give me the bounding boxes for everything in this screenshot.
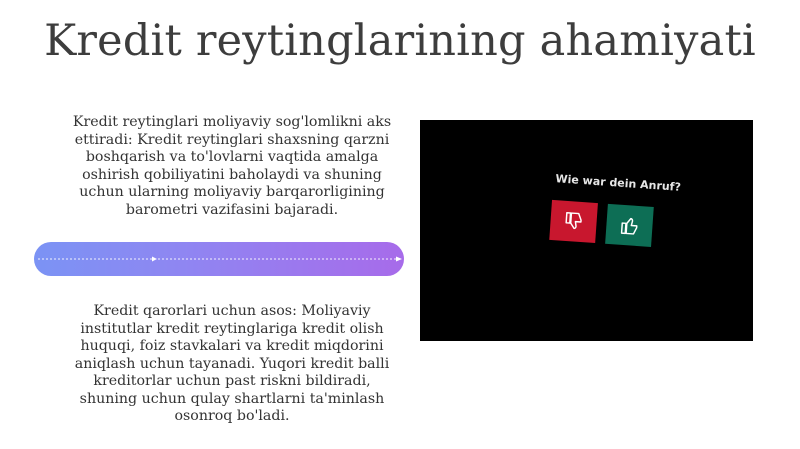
slide-title: Kredit reytinglarining ahamiyati <box>44 16 756 66</box>
thumbs-down-button[interactable] <box>549 200 598 243</box>
thumbs-down-icon <box>562 210 585 233</box>
feedback-question: Wie war dein Anruf? <box>555 172 682 194</box>
call-feedback-prompt <box>553 172 681 194</box>
paragraph-credit-decisions: Kredit qarorlari uchun asos: Moliyaviy institutlar kredit reytinglariga kredit olish huquqi, foiz stavkalari va kredit miqdorini aniqlash uchun tayanadi. Yuqori kredit balli kreditorlar uchun past riskni bildiradi, shuning uchun qulay shartlarni ta'minlash osonroq bo'ladi. <box>74 303 390 424</box>
thumbs-up-icon <box>618 214 641 237</box>
paragraph-credit-health: Kredit reytinglari moliyaviy sog'lomlikni aks ettiradi: Kredit reytinglari shaxsning qarzni boshqarish va to'lovlarni vaqtida amalga oshirish qobiliyatini baholaydi va shuning uchun ularning moliyaviy barqarorligining barometri vazifasini bajaradi. <box>72 114 392 218</box>
divider-arrow-icon <box>34 242 404 276</box>
video-frame[interactable] <box>420 120 753 341</box>
decorative-divider <box>34 242 404 276</box>
thumbs-up-button[interactable] <box>605 204 654 247</box>
